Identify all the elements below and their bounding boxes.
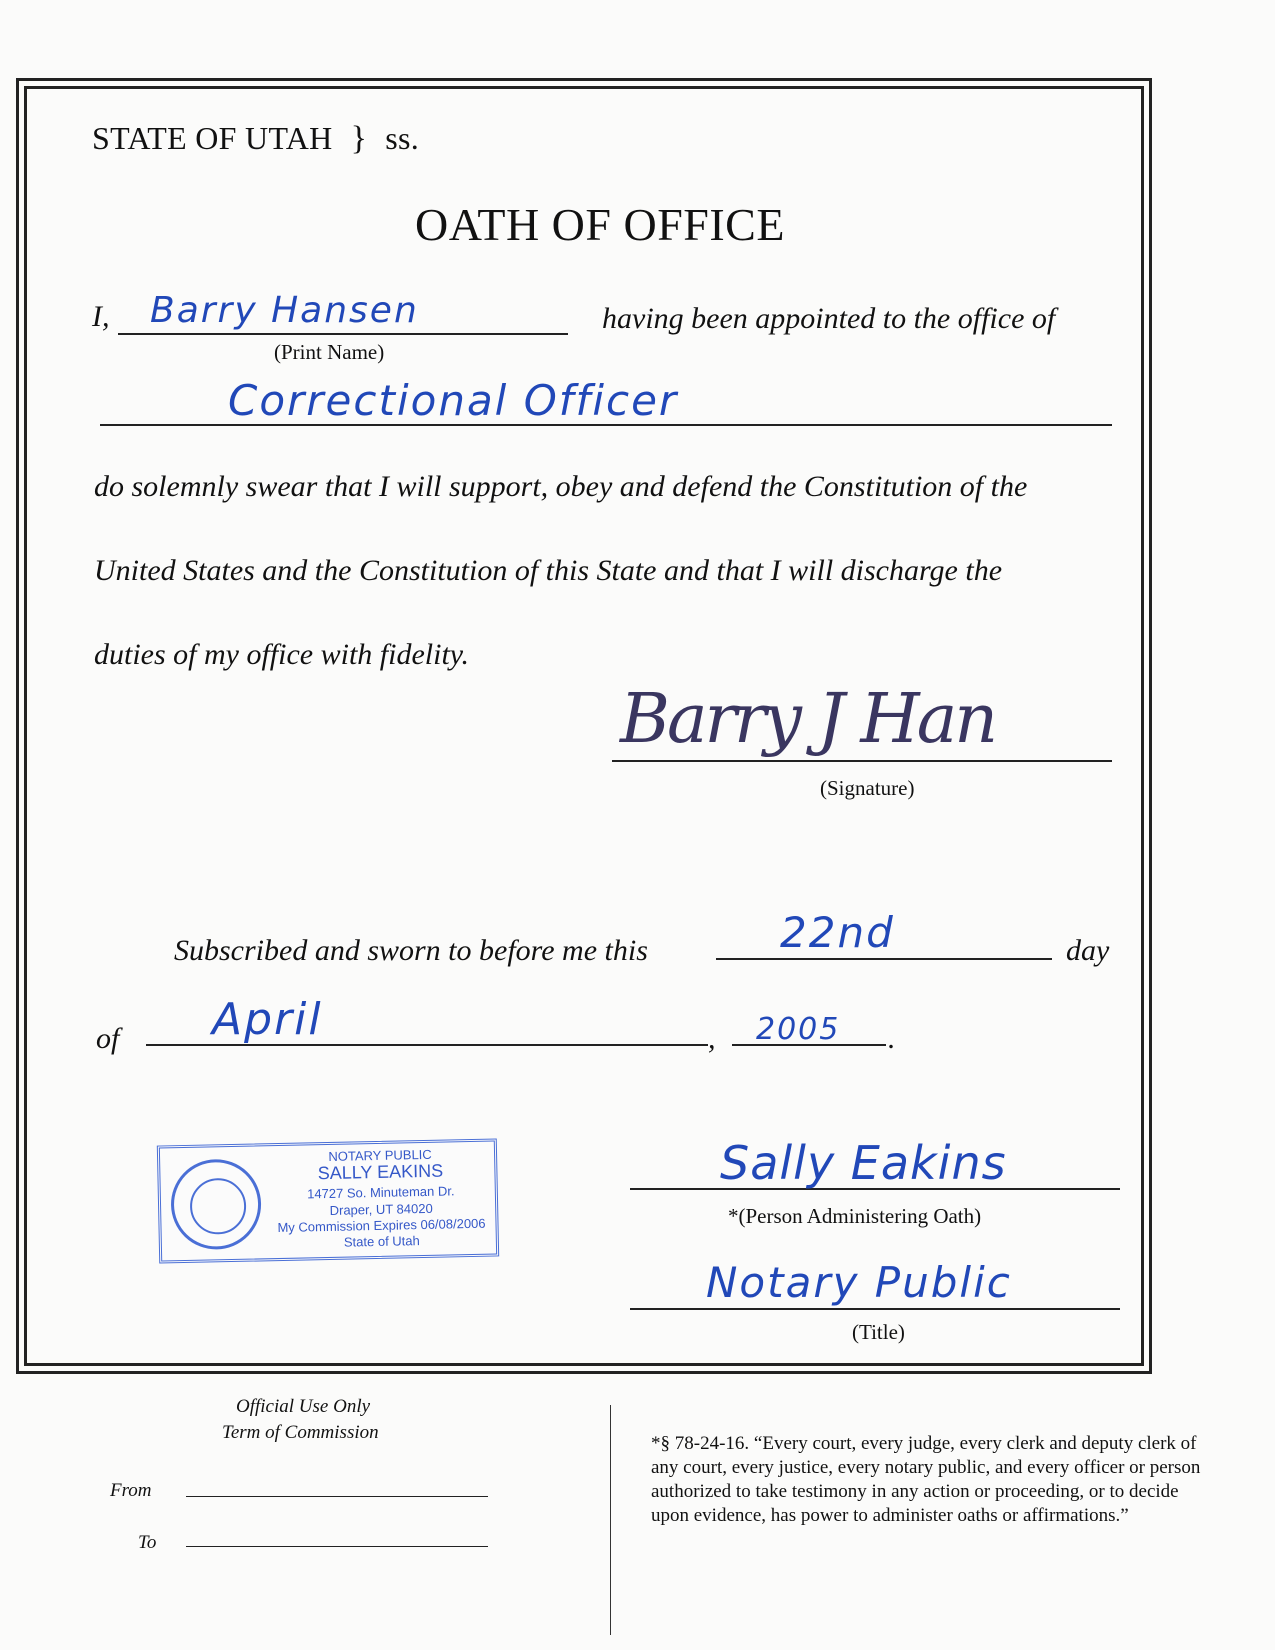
signature-line xyxy=(612,760,1112,762)
to-line xyxy=(186,1546,488,1547)
from-line xyxy=(186,1496,488,1497)
official-use-label: Official Use Only xyxy=(236,1396,371,1417)
state-header xyxy=(92,120,419,158)
period: . xyxy=(888,1022,896,1055)
stamp-line-5: My Commission Expires 06/08/2006 xyxy=(277,1215,486,1236)
title-caption: (Title) xyxy=(852,1320,905,1344)
stamp-line-1: NOTARY PUBLIC xyxy=(328,1146,432,1164)
oath-line-2: United States and the Constitution of this State and that I will discharge the xyxy=(94,554,1003,587)
month-handwritten: April xyxy=(212,994,323,1045)
administering-caption: *(Person Administering Oath) xyxy=(728,1204,982,1228)
of-label: of xyxy=(96,1022,120,1055)
office-handwritten: Correctional Officer xyxy=(228,376,679,425)
notary-stamp xyxy=(157,1138,499,1263)
state-label: STATE OF UTAH xyxy=(92,120,333,156)
stamp-line-4: Draper, UT 84020 xyxy=(329,1200,433,1218)
administering-signature: Sally Eakins xyxy=(720,1136,1007,1190)
day-handwritten: 22nd xyxy=(780,908,895,957)
term-label: Term of Commission xyxy=(222,1422,379,1443)
stamp-line-2: SALLY EAKINS xyxy=(317,1160,444,1184)
brace-symbol: } xyxy=(350,120,368,157)
print-name-caption: (Print Name) xyxy=(274,340,385,364)
to-label: To xyxy=(138,1532,157,1553)
signature-caption: (Signature) xyxy=(820,776,915,800)
state-seal-icon xyxy=(170,1158,262,1250)
comma: , xyxy=(708,1022,716,1055)
stamp-line-6: State of Utah xyxy=(343,1233,420,1250)
from-label: From xyxy=(110,1480,152,1501)
document-title: OATH OF OFFICE xyxy=(415,199,785,250)
ss-label: ss. xyxy=(385,120,419,156)
stamp-line-3: 14727 So. Minuteman Dr. xyxy=(306,1183,455,1202)
name-handwritten: Barry Hansen xyxy=(150,290,419,331)
oath-line-1: do solemnly swear that I will support, obey and defend the Constitution of the xyxy=(94,470,1028,503)
oath-line-3: duties of my office with fidelity. xyxy=(94,638,469,671)
statute-text: *§ 78-24-16. “Every court, every judge, every clerk and deputy clerk of any court, every justice, every notary public, and every officer or person authorized to take testimony in any action or proceeding, or to decide upon evidence, has power to administer oaths or affirmations.” xyxy=(651,1433,1201,1526)
name-line xyxy=(118,333,568,335)
oath-signature: Barry J Han xyxy=(620,680,996,759)
appointed-text: having been appointed to the office of xyxy=(602,302,1056,335)
day-line xyxy=(716,958,1052,960)
title-handwritten: Notary Public xyxy=(706,1258,1012,1307)
subscribed-text: Subscribed and sworn to before me this xyxy=(174,934,648,967)
footer-divider xyxy=(610,1405,611,1635)
year-handwritten: 2005 xyxy=(756,1012,841,1047)
title-line xyxy=(630,1308,1120,1310)
day-label: day xyxy=(1066,934,1110,967)
oath-prefix: I, xyxy=(92,300,110,333)
